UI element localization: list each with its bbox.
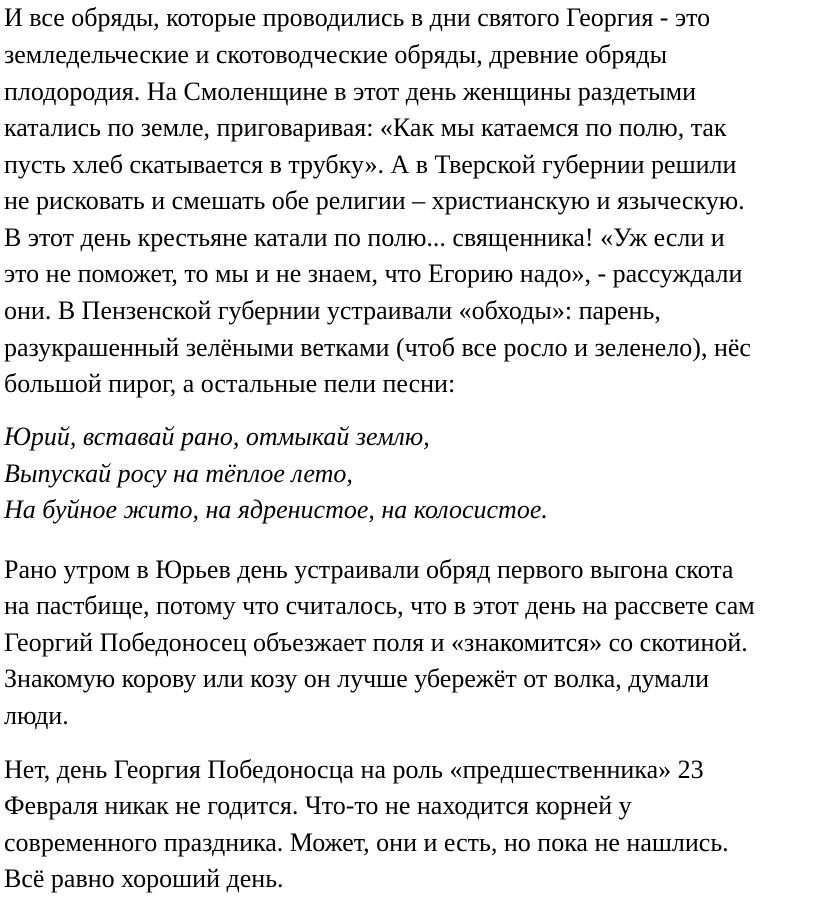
text-line: люди. xyxy=(4,701,69,730)
text-line: они. В Пензенской губернии устраивали «обходы»: парень, xyxy=(4,296,661,325)
text-line: земледельческие и скотоводческие обряды, древние обряды xyxy=(4,40,668,69)
text-line: не рисковать и смешать обе религии – христианскую и языческую. xyxy=(4,186,745,215)
text-line: это не поможет, то мы и не знаем, что Егорию надо», - рассуждали xyxy=(4,259,743,288)
text-line: В этот день крестьяне катали по полю... священника! «Уж если и xyxy=(4,223,725,252)
verse-line: Юрий, вставай рано, отмыкай землю, xyxy=(4,422,430,451)
text-line: разукрашенный зелёными ветками (чтоб все росло и зеленело), нёс xyxy=(4,333,751,362)
text-line: пусть хлеб скатывается в трубку». А в Тверской губернии решили xyxy=(4,150,737,179)
verse-line: Выпускай росу на тёплое лето, xyxy=(4,459,353,488)
text-line: Всё равно хороший день. xyxy=(4,864,284,893)
text-line: плодородия. На Смоленщине в этот день женщины раздетыми xyxy=(4,77,697,106)
text-line: Февраля никак не годится. Что-то не находится корней у xyxy=(4,791,632,820)
text-line: на пастбище, потому что считалось, что в этот день на рассвете сам xyxy=(4,591,755,620)
text-line: большой пирог, а остальные пели песни: xyxy=(4,369,456,398)
text-line: Знакомую корову или козу он лучше убережёт от волка, думали xyxy=(4,664,710,693)
text-line: Георгий Победоносец объезжает поля и «знакомится» со скотиной. xyxy=(4,628,748,657)
text-line: Нет, день Георгия Победоносца на роль «предшественника» 23 xyxy=(4,755,704,784)
text-line: современного праздника. Может, они и есть, но пока не нашлись. xyxy=(4,828,729,857)
text-line: Рано утром в Юрьев день устраивали обряд первого выгона скота xyxy=(4,555,734,584)
verse-line: На буйное жито, на ядренистое, на колосистое. xyxy=(4,495,548,524)
text-line: катались по земле, приговаривая: «Как мы катаемся по полю, так xyxy=(4,113,727,142)
text-line: И все обряды, которые проводились в дни святого Георгия - это xyxy=(4,3,711,32)
